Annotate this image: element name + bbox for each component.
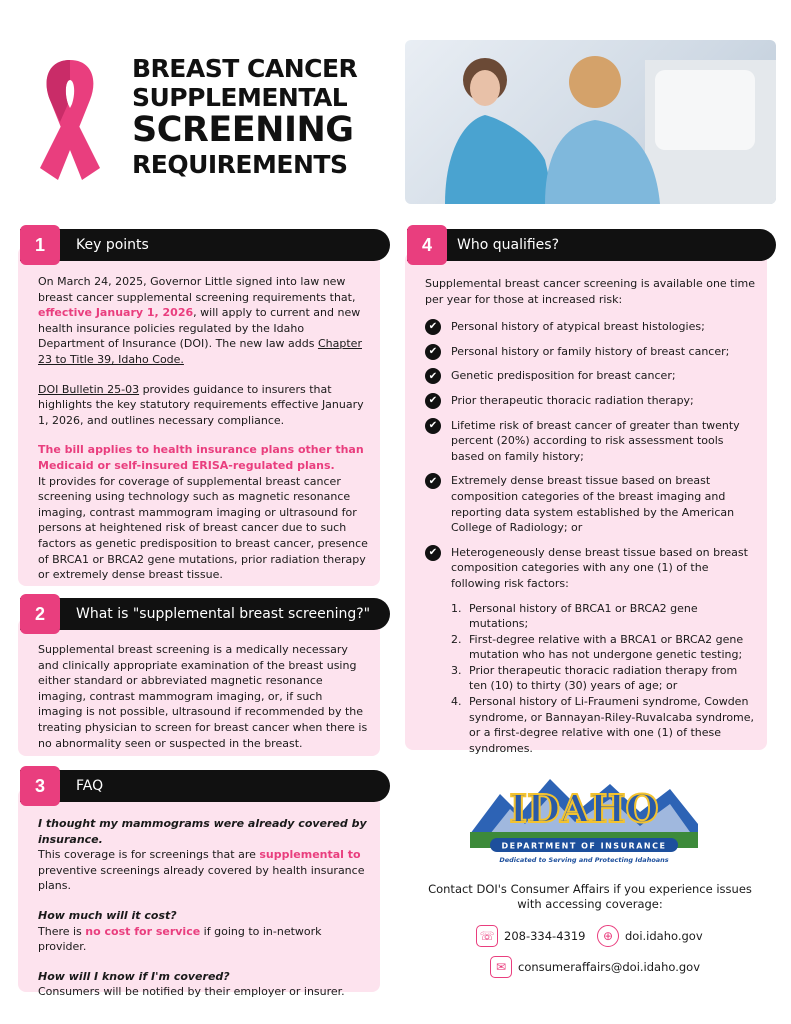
faq-item-2: How much will it cost? There is no cost for service if going to in-network provider.	[38, 908, 322, 954]
title-line-3: SCREENING	[132, 110, 354, 150]
page-title	[132, 56, 382, 177]
qualifying-criteria-list	[425, 319, 757, 591]
criteria-item: ✔ Genetic predisposition for breast cancer;	[425, 368, 757, 384]
section-number-4: 4	[407, 225, 447, 265]
idaho-code-link[interactable]: Chapter 23 to Title 39, Idaho Code.	[38, 337, 362, 366]
section-number-1: 1	[20, 225, 60, 265]
criteria-item: ✔ Prior therapeutic thoracic radiation therapy;	[425, 393, 757, 409]
risk-factor-item: 2. First-degree relative with a BRCA1 or BRCA2 gene mutation who has not undergone genetic testing;	[451, 632, 744, 662]
who-qualifies-title: Who qualifies?	[457, 237, 560, 253]
globe-icon: ⊕	[597, 925, 619, 947]
check-circle-icon: ✔	[425, 368, 441, 384]
title-line-1: BREAST CANCER	[132, 54, 358, 83]
who-qualifies-body	[425, 276, 757, 756]
supplemental-screening-header	[20, 598, 390, 630]
pink-ribbon-icon	[20, 52, 120, 192]
mammogram-photo-illustration	[405, 40, 776, 204]
faq-body	[38, 816, 370, 1014]
criteria-item: ✔ Lifetime risk of breast cancer of greater than twenty percent (20%) according to risk assessment tools based on family history;	[425, 418, 757, 465]
key-points-paragraph-2: DOI Bulletin 25-03 provides guidance to insurers that highlights the key statutory requirements effective January 1, 2026, and outlines necessary compliance.	[38, 382, 364, 427]
logo-department: DEPARTMENT OF INSURANCE	[501, 841, 667, 851]
check-circle-icon: ✔	[425, 344, 441, 360]
faq-title: FAQ	[76, 778, 104, 794]
contact-text: Contact DOI's Consumer Affairs if you experience issues with accessing coverage:	[428, 882, 752, 911]
supplemental-screening-title: What is "supplemental breast screening?"	[76, 606, 371, 622]
contact-email[interactable]: ✉ consumeraffairs@doi.idaho.gov	[490, 956, 700, 978]
section-number-2: 2	[20, 594, 60, 634]
check-circle-icon: ✔	[425, 319, 441, 335]
logo-tagline: Dedicated to Serving and Protecting Idahoans	[499, 856, 669, 864]
section-number-3: 3	[20, 766, 60, 806]
criteria-item: ✔ Personal history of atypical breast histologies;	[425, 319, 757, 335]
check-circle-icon: ✔	[425, 393, 441, 409]
key-points-paragraph-3: The bill applies to health insurance plans other than Medicaid or self-insured ERISA-regulated plans. It provides for coverage of supplemental breast cancer screening using technology such as magnetic resonance imaging, contrast mammogram imaging or ultrasound for persons at heightened risk of breast cancer due to such factors as genetic predisposition to breast cancer, presence of BRCA1 or BRCA2 gene mutations, prior radiation therapy or extremely dense breast tissue.	[38, 443, 368, 582]
title-line-2: SUPPLEMENTAL	[132, 83, 348, 112]
check-circle-icon: ✔	[425, 545, 441, 561]
risk-factor-item: 3. Prior therapeutic thoracic radiation therapy from ten (10) to thirty (30) years of age; or	[451, 663, 738, 693]
criteria-item: ✔ Heterogeneously dense breast tissue based on breast composition categories with any one (1) of the following risk factors:	[425, 545, 757, 592]
idaho-doi-logo	[470, 774, 698, 870]
faq-item-1: I thought my mammograms were already covered by insurance. This coverage is for screenings that are supplemental to preventive screenings already covered by health insurance plans.	[38, 817, 367, 893]
faq-header	[20, 770, 390, 802]
criteria-item: ✔ Personal history or family history of breast cancer;	[425, 344, 757, 360]
faq-item-3: How will I know if I'm covered? Consumers will be notified by their employer or insurer.	[38, 969, 345, 999]
key-points-header	[20, 229, 390, 261]
risk-factor-item: 4. Personal history of Li-Fraumeni syndrome, Cowden syndrome, or Bannayan-Riley-Ruvalcaba syndrome, or a first-degree relative with one (1) of these syndromes.	[451, 695, 755, 755]
logo-wordmark: IDAHO	[509, 786, 659, 831]
key-points-body	[38, 274, 370, 597]
check-circle-icon: ✔	[425, 473, 441, 489]
bulletin-link[interactable]: DOI Bulletin 25-03	[38, 382, 140, 396]
risk-factor-item: 1. Personal history of BRCA1 or BRCA2 gene mutations;	[451, 601, 698, 631]
risk-factors-list	[425, 601, 757, 757]
phone-icon: ☏	[476, 925, 498, 947]
key-points-paragraph-1: On March 24, 2025, Governor Little signed into law new breast cancer supplemental screening requirements that, effective January 1, 2026, will apply to current and new health insurance policies regulated by the Idaho Department of Insurance (DOI). The new law adds Chapter 23 to Title 39, Idaho Code.	[38, 275, 362, 366]
hero-photo	[405, 40, 776, 204]
key-points-title: Key points	[76, 237, 149, 253]
check-circle-icon: ✔	[425, 418, 441, 434]
email-icon: ✉	[490, 956, 512, 978]
who-qualifies-intro: Supplemental breast cancer screening is available one time per year for those at increased risk:	[425, 277, 756, 306]
supplemental-screening-body: Supplemental breast screening is a medically necessary and clinically appropriate examination of the breast using either standard or abbreviated magnetic resonance imaging, contrast mammogram imaging, or, if such imaging is not possible, ultrasound if recommended by the treating physician to screen for breast cancer when there is no abnormality seen or suspected in the breast.	[38, 643, 368, 750]
contact-website[interactable]: ⊕ doi.idaho.gov	[597, 925, 703, 947]
contact-phone[interactable]: ☏ 208-334-4319	[476, 925, 585, 947]
title-line-4: REQUIREMENTS	[132, 150, 348, 179]
criteria-item: ✔ Extremely dense breast tissue based on breast composition categories of the breast imaging and reporting data system established by the American College of Radiology; or	[425, 473, 757, 535]
who-qualifies-header	[407, 229, 776, 261]
